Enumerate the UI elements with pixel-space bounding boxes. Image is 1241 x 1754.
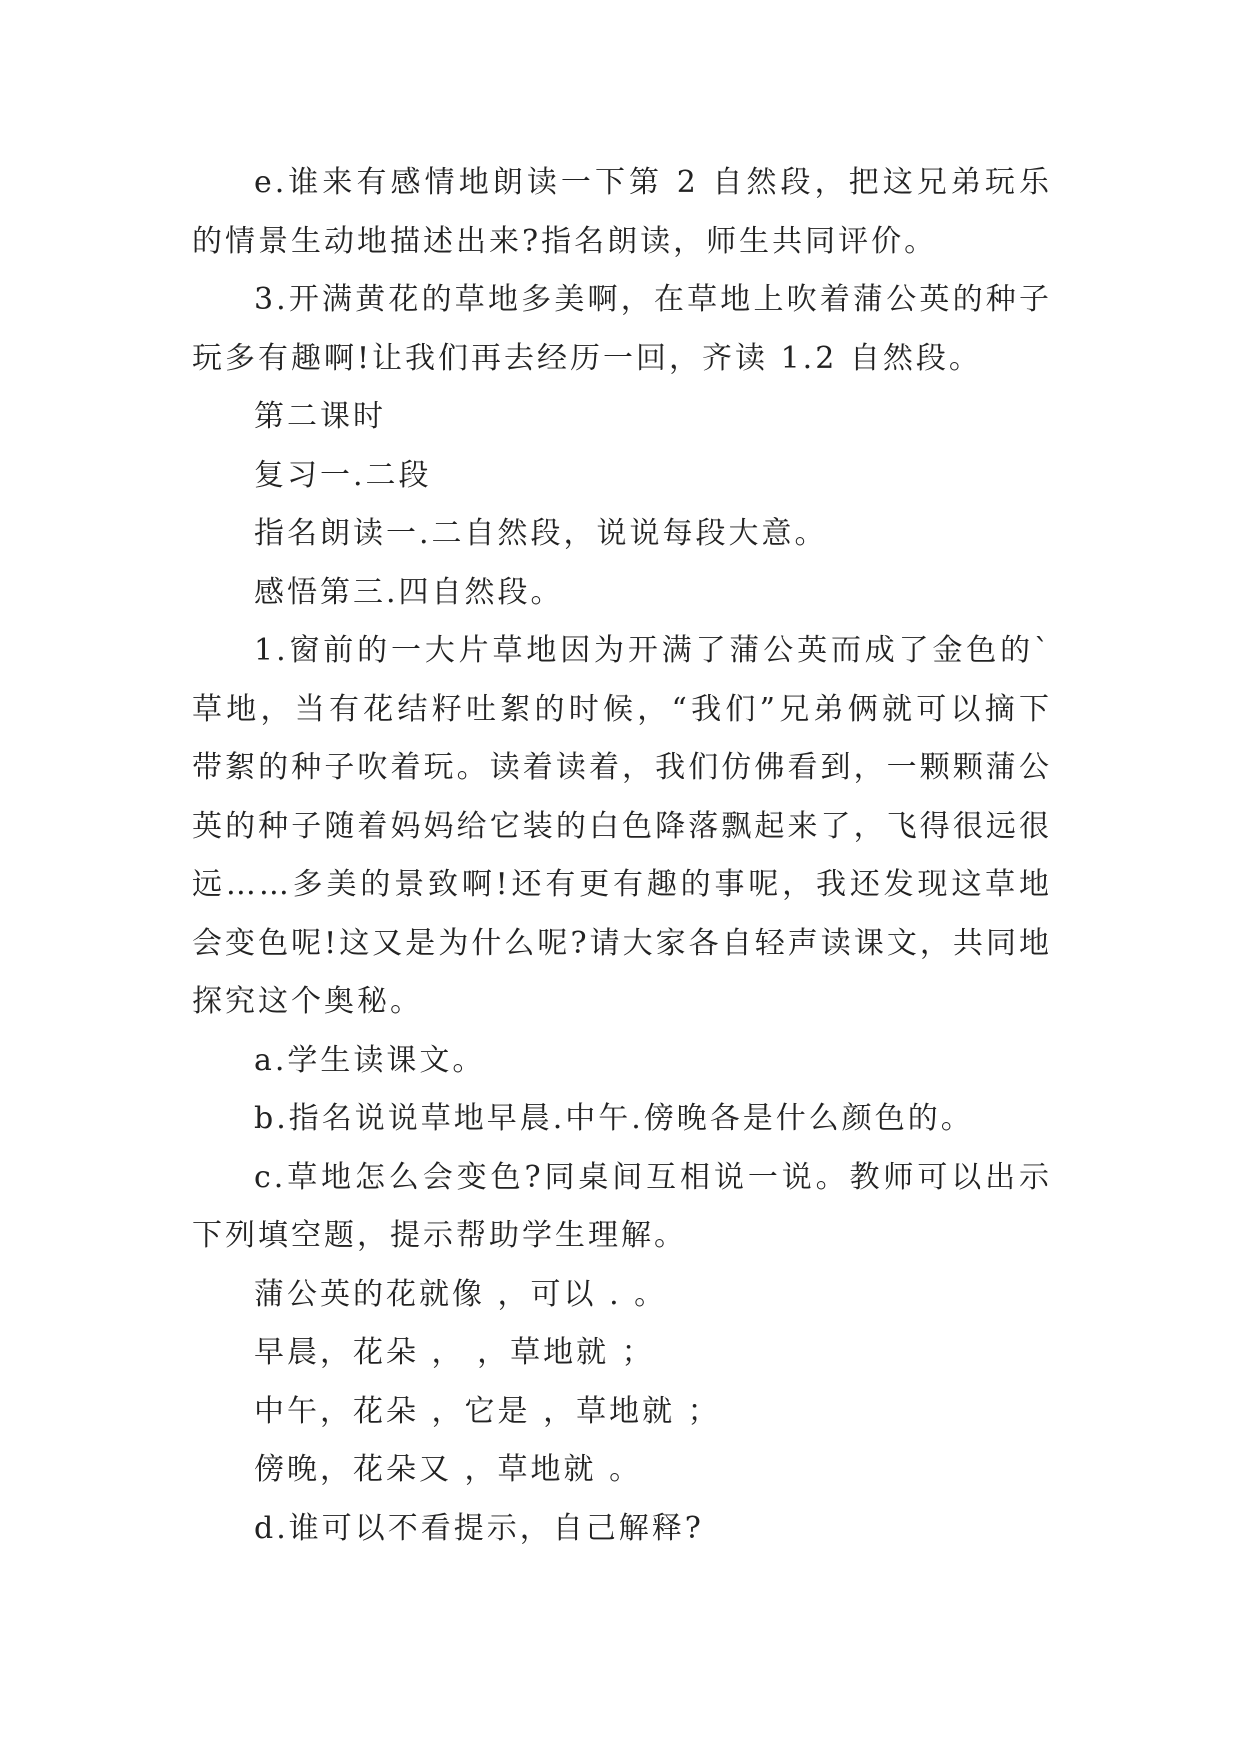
paragraph-1-golden-meadow: 1.窗前的一大片草地因为开满了蒲公英而成了金色的`草地，当有花结籽吐絮的时候，“我们”兄弟俩就可以摘下带絮的种子吹着玩。读着读着，我们仿佛看到，一颗颗蒲公英的种子随着妈妈给它装的白色降落飘起来了，飞得很远很远……多美的景致啊!还有更有趣的事呢，我还发现这草地会变色呢!这又是为什么呢?请大家各自轻声读课文，共同地探究这个奥秘。: [192, 633, 1052, 1019]
paragraph-read-paragraphs: 指名朗读一.二自然段，说说每段大意。: [254, 516, 828, 551]
paragraph-b-colors: b.指名说说草地早晨.中午.傍晚各是什么颜色的。: [254, 1101, 974, 1136]
paragraph-3-group-reading: 3.开满黄花的草地多美啊，在草地上吹着蒲公英的种子玩多有趣啊!让我们再去经历一回，齐读 1.2 自然段。: [192, 282, 1052, 376]
fill-blank-line-1: 蒲公英的花就像 ，可以 . 。: [254, 1276, 668, 1312]
fill-blank-line-2: 早晨，花朵 ， ，草地就 ；: [254, 1335, 655, 1370]
fill-blank-line-3: 中午，花朵 ，它是 ，草地就 ；: [254, 1393, 721, 1429]
paragraph-d-explain: d.谁可以不看提示，自己解释?: [254, 1510, 704, 1546]
section-heading-second-lesson: 第二课时: [254, 399, 386, 434]
fill-blank-line-4: 傍晚，花朵又 ，草地就 。: [254, 1452, 643, 1487]
paragraph-understand-3-4: 感悟第三.四自然段。: [254, 574, 564, 610]
paragraph-review: 复习一.二段: [254, 457, 432, 493]
document-body: [192, 154, 1052, 1558]
paragraph-c-why-change-color: c.草地怎么会变色?同桌间互相说一说。教师可以出示下列填空题，提示帮助学生理解。: [192, 1159, 1052, 1253]
paragraph-e-read-aloud: e.谁来有感情地朗读一下第 2 自然段，把这兄弟玩乐的情景生动地描述出来?指名朗读，师生共同评价。: [192, 165, 1052, 259]
paragraph-a-students-read: a.学生读课文。: [254, 1042, 486, 1078]
